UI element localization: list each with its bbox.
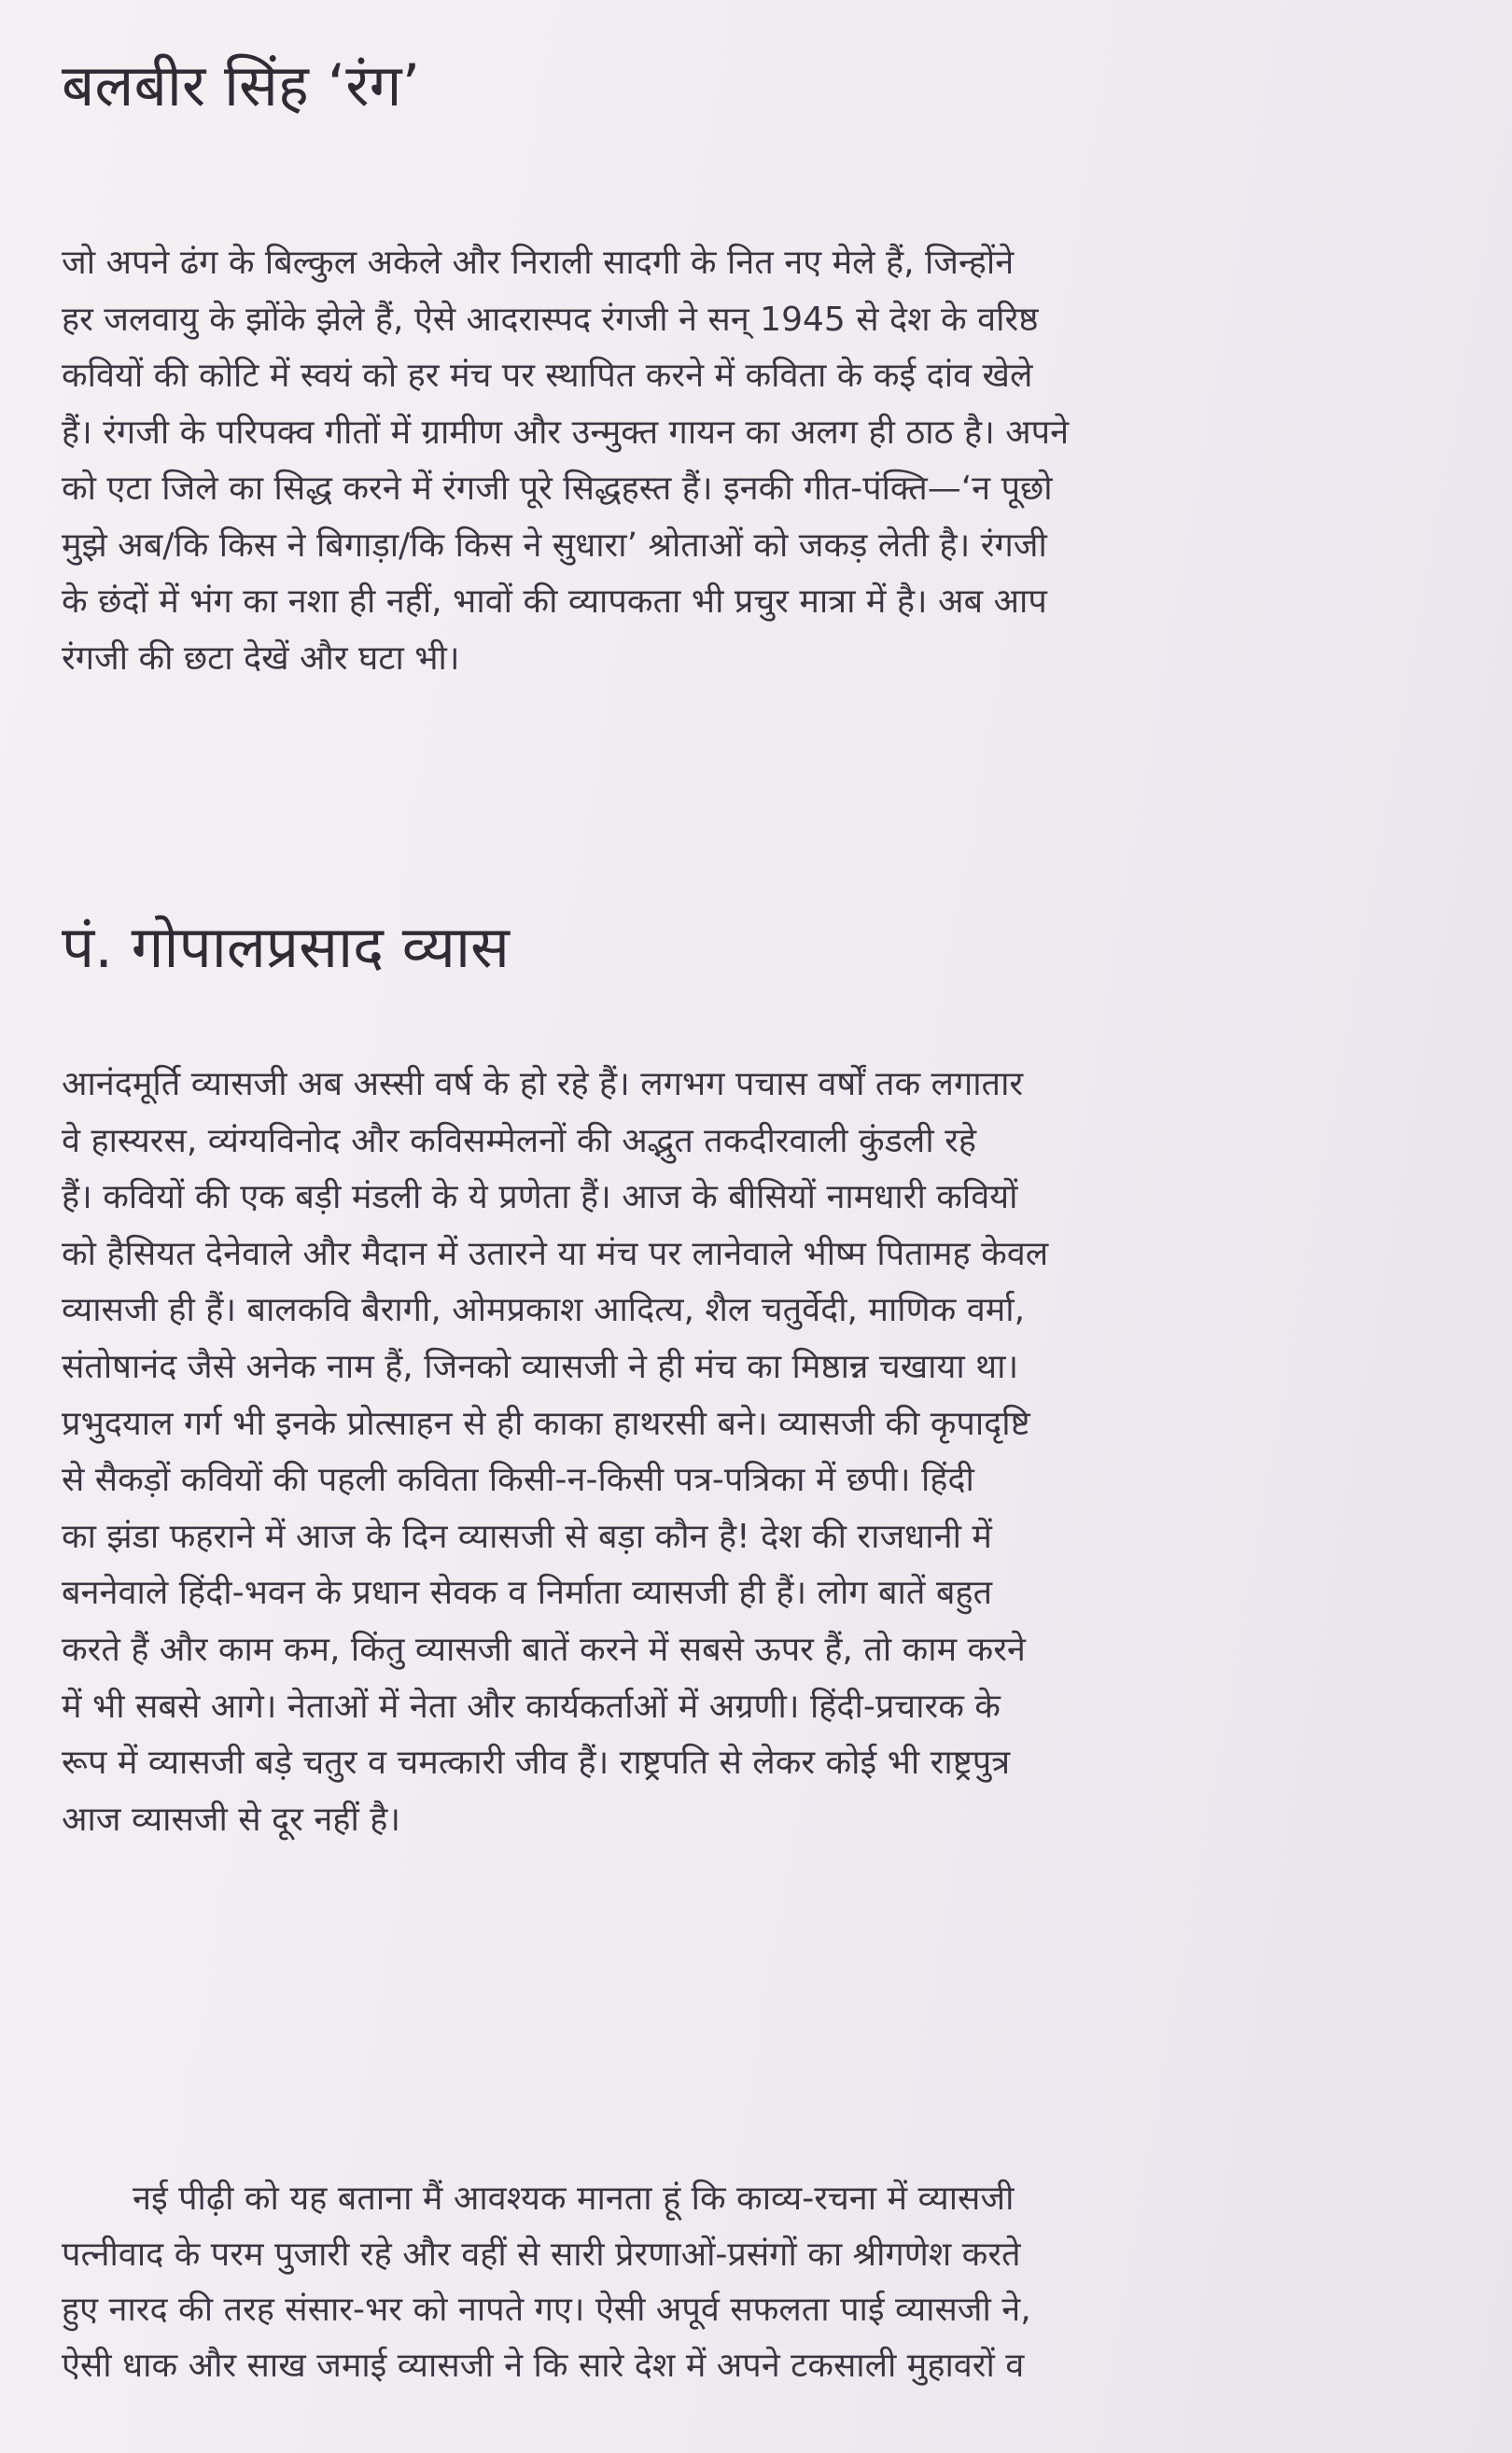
text-line: बननेवाले हिंदी-भवन के प्रधान सेवक व निर्माता व्यासजी ही हैं। लोग बातें बहुत (62, 1574, 993, 1613)
text-line: ऐसी धाक और साख जमाई व्यासजी ने कि सारे देश में अपने टकसाली मुहावरों व (62, 2346, 1025, 2385)
paragraph-vyasji-1 (62, 1057, 1462, 1848)
text-line: करते हैं और काम कम, किंतु व्यासजी बातें करने में सबसे ऊपर हैं, तो काम करने (62, 1630, 1026, 1669)
text-line: हुए नारद की तरह संसार-भर को नापते गए। ऐसी अपूर्व सफलता पाई व्यासजी ने, (62, 2291, 1031, 2329)
text-line: रंगजी की छटा देखें और घटा भी। (62, 638, 460, 678)
text-line: के छंदों में भंग का नशा ही नहीं, भावों की व्यापकता भी प्रचुर मात्रा में है। अब आप (62, 582, 1047, 621)
text-line: हैं। रंगजी के परिपक्व गीतों में ग्रामीण और उन्मुक्त गायन का अलग ही ठाठ है। अपने (62, 413, 1070, 452)
text-line: को एटा जिले का सिद्ध करने में रंगजी पूरे सिद्धहस्त हैं। इनकी गीत-पंक्ति—‘न पूछो (62, 470, 1053, 508)
section-heading-gopalprasad-vyas: पं. गोपालप्रसाद व्यास (62, 913, 510, 981)
text-line: जो अपने ढंग के बिल्कुल अकेले और निराली सादगी के नित नए मेले हैं, जिन्होंने (62, 244, 1015, 282)
text-line: का झंडा फहराने में आज के दिन व्यासजी से बड़ा कौन है! देश की राजधानी में (62, 1517, 992, 1556)
text-line: प्रभुदयाल गर्ग भी इनके प्रोत्साहन से ही काका हाथरसी बने। व्यासजी की कृपादृष्टि (62, 1404, 1030, 1443)
paragraph-vyasji-2 (62, 2171, 1462, 2393)
text-line: नई पीढ़ी को यह बताना मैं आवश्यक मानता हूं कि काव्य-रचना में व्यासजी (133, 2180, 1015, 2218)
text-line: को हैसियत देनेवाले और मैदान में उतारने या मंच पर लानेवाले भीष्म पितामह केवल (62, 1234, 1049, 1273)
text-line: से सैकड़ों कवियों की पहली कविता किसी-न-किसी पत्र-पत्रिका में छपी। हिंदी (62, 1461, 974, 1500)
section-heading-balbir-singh-rang: बलबीर सिंह ‘रंग’ (62, 51, 421, 119)
text-line: कवियों की कोटि में स्वयं को हर मंच पर स्थापित करने में कविता के कई दांव खेले (62, 357, 1033, 395)
text-line: आज व्यासजी से दूर नहीं है। (62, 1800, 400, 1839)
text-line: संतोषानंद जैसे अनेक नाम हैं, जिनको व्यासजी ने ही मंच का मिष्ठान्न चखाया था। (62, 1347, 1019, 1386)
text-line: पत्नीवाद के परम पुजारी रहे और वहीं से सारी प्रेरणाओं-प्रसंगों का श्रीगणेश करते (62, 2235, 1021, 2274)
text-line: में भी सबसे आगे। नेताओं में नेता और कार्यकर्ताओं में अग्रणी। हिंदी-प्रचारक के (62, 1687, 1001, 1726)
text-line: वे हास्यरस, व्यंग्यविनोद और कविसम्मेलनों की अद्भुत तकदीरवाली कुंडली रहे (62, 1121, 976, 1160)
text-line: हर जलवायु के झोंके झेले हैं, ऐसे आदरास्पद रंगजी ने सन् 1945 से देश के वरिष्ठ (62, 300, 1039, 339)
text-line: व्यासजी ही हैं। बालकवि बैरागी, ओमप्रकाश आदित्य, शैल चतुर्वेदी, माणिक वर्मा, (62, 1291, 1026, 1330)
paragraph-rangji (62, 235, 1462, 687)
text-line: आनंदमूर्ति व्यासजी अब अस्सी वर्ष के हो रहे हैं। लगभग पचास वर्षों तक लगातार (62, 1065, 1024, 1103)
text-line: हैं। कवियों की एक बड़ी मंडली के ये प्रणेता हैं। आज के बीसियों नामधारी कवियों (62, 1178, 1018, 1217)
text-line: मुझे अब/कि किस ने बिगाड़ा/कि किस ने सुधारा’ श्रोताओं को जकड़ लेती है। रंगजी (62, 526, 1047, 565)
text-line: रूप में व्यासजी बड़े चतुर व चमत्कारी जीव हैं। राष्ट्रपति से लेकर कोई भी राष्ट्रपुत्र (62, 1744, 1011, 1783)
